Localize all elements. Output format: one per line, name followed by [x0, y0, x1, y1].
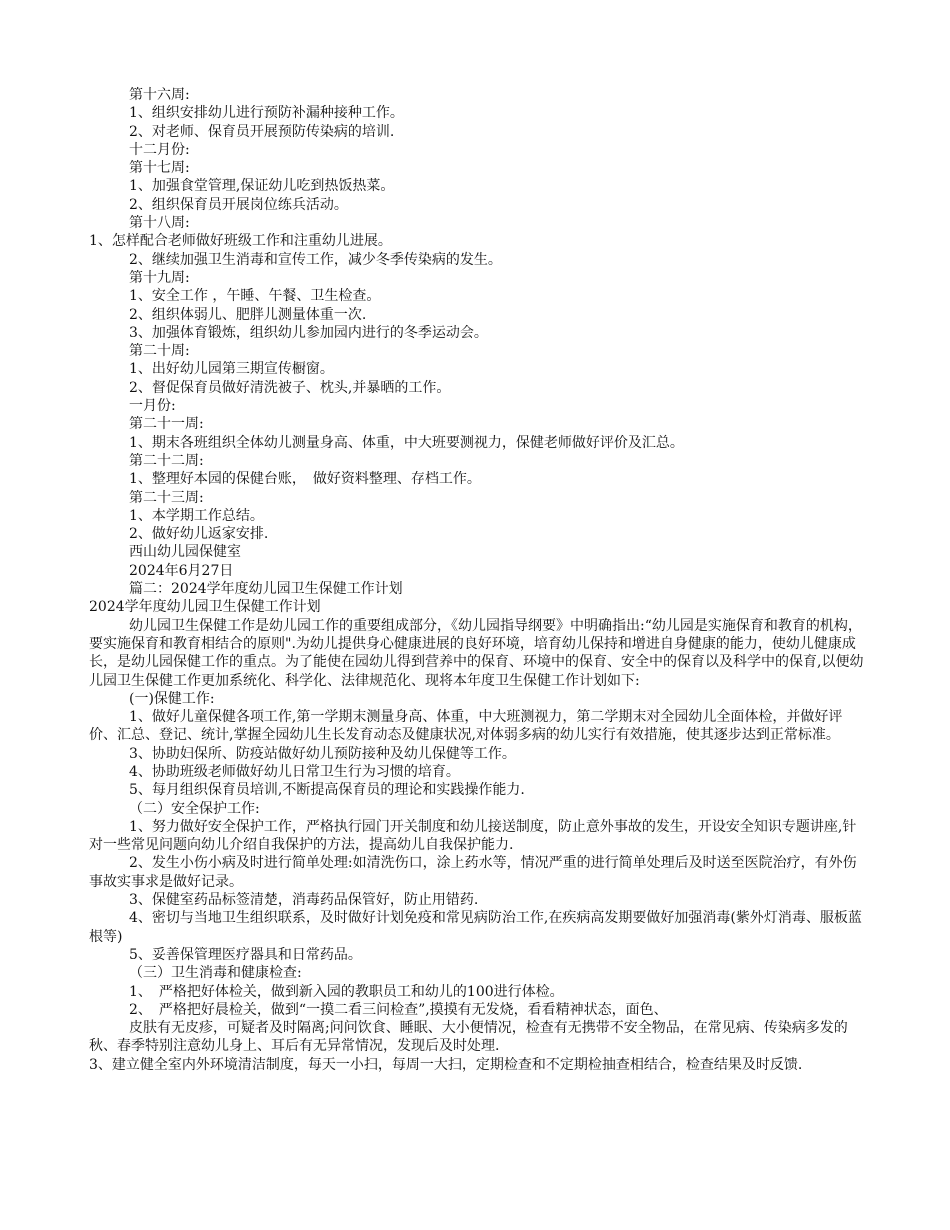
paragraph: 第十九周: [129, 269, 190, 286]
paragraph: 1、怎样配合老师做好班级工作和注重幼儿进展。 [89, 233, 392, 250]
paragraph: 2、继续加强卫生消毒和宣传工作，减少冬季传染病的发生。 [129, 251, 502, 268]
paragraph: 1、组织安排幼儿进行预防补漏种接种工作。 [129, 105, 404, 122]
paragraph: 第十七周: [129, 160, 190, 177]
paragraph: 2、组织保育员开展岗位练兵活动。 [129, 196, 348, 213]
paragraph: 1、本学期工作总结。 [129, 507, 264, 524]
paragraph: 5、每月组织保育员培训,不断提高保育员的理论和实践操作能力. [129, 782, 525, 799]
paragraph: 3、加强体育锻炼，组织幼儿参加园内进行的冬季运动会。 [129, 324, 488, 341]
paragraph: 第十六周: [129, 87, 190, 103]
paragraph: 4、协助班级老师做好幼儿日常卫生行为习惯的培育。 [129, 763, 460, 780]
paragraph: 5、妥善保管理医疗器具和日常药品。 [129, 946, 362, 963]
paragraph: 1、加强食堂管理,保证幼儿吃到热饭热菜。 [129, 178, 395, 195]
paragraph: 3、建立健全室内外环境清洁制度，每天一小扫，每周一大扫，定期检查和不定期检抽查相结合，检查结果及时反馈. [89, 1056, 803, 1073]
paragraph: 1、安全工作 ，午睡、午餐、卫生检查。 [129, 288, 381, 305]
paragraph: 西山幼儿园保健室 [129, 544, 241, 561]
paragraph: 2、督促保育员做好清洗被子、枕头,并暴晒的工作。 [129, 379, 451, 396]
paragraph: 2、组织体弱儿、肥胖儿测量体重一次. [129, 306, 367, 323]
paragraph: 3、保健室药品标签清楚，消毒药品保管好，防止用错药. [129, 892, 479, 909]
paragraph: 1、 严格把好体检关，做到新入园的教职员工和幼儿的100进行体检。 [129, 983, 564, 1000]
paragraph: 1、整理好本园的保健台账， 做好资料整理、存档工作。 [129, 471, 481, 488]
paragraph: 2、发生小伤小病及时进行简单处理:如清洗伤口，涂上药水等，情况严重的进行简单处理后及时送至医院治疗，有外伤事故实事求是做好记录。 [89, 855, 857, 890]
paragraph: 2、做好幼儿返家安排. [129, 526, 269, 543]
paragraph: 第二十二周: [129, 452, 204, 469]
paragraph: 1、出好幼儿园第三期宣传橱窗。 [129, 361, 334, 378]
paragraph: 1、期末各班组织全体幼儿测量身高、体重，中大班要测视力，保健老师做好评价及汇总。 [129, 434, 684, 451]
paragraph: 第二十一周: [129, 416, 204, 433]
paragraph: 1、做好儿童保健各项工作,第一学期末测量身高、体重，中大班测视力，第二学期末对全园幼儿全面体检，并做好评价、汇总、登记、统计,掌握全园幼儿生长发育动态及健康状况,对体弱多病的幼儿实行有效措施，使其逐步达到正常标准。 [89, 709, 843, 744]
paragraph: 皮肤有无皮疹，可疑者及时隔离;问问饮食、睡眠、大小便情况，检查有无携带不安全物品，在常见病、传染病多发的秋、春季特别注意幼儿身上、耳后有无异常情况，发现后及时处理. [89, 1020, 848, 1055]
paragraph: 4、密切与当地卫生组织联系，及时做好计划免疫和常见病防治工作,在疾病高发期要做好加强消毒(紫外灯消毒、服板蓝根等) [89, 910, 862, 945]
paragraph: (一)保健工作: [129, 690, 215, 707]
paragraph: 第十八周: [129, 215, 190, 232]
document-body [89, 86, 869, 1074]
paragraph: 十二月份: [129, 141, 190, 158]
paragraph: 2、对老师、保育员开展预防传染病的培训. [129, 123, 395, 140]
paragraph: 1、努力做好安全保护工作，严格执行园门开关制度和幼儿接送制度，防止意外事故的发生，开设安全知识专题讲座,针对一些常见问题向幼儿介绍自我保护的方法，提高幼儿自我保护能力. [89, 818, 857, 854]
paragraph: 第二十周: [129, 343, 190, 360]
paragraph: 3、协助妇保所、防疫站做好幼儿预防接种及幼儿保健等工作。 [129, 745, 516, 762]
paragraph: 2024年6月27日 [129, 562, 234, 579]
paragraph: 第二十三周: [129, 489, 204, 506]
paragraph: 2、 严格把好晨检关，做到“一摸二看三问检查”,摸摸有无发烧，看看精神状态，面色、 [129, 1001, 668, 1018]
paragraph: 篇二：2024学年度幼儿园卫生保健工作计划 [129, 581, 403, 598]
paragraph: 幼儿园卫生保健工作是幼儿园工作的重要组成部分，《幼儿园指导纲要》中明确指出:“幼儿园是实施保育和教育的机构，要实施保育和教育相结合的原则".为幼儿提供身心健康进展的良好环境，培育幼儿保持和增进自身健康的能力，使幼儿健康成长，是幼儿园保健工作的重点。为了能使在园幼儿得到营养中的保育、环境中的保育、安全中的保育以及科学中的保育,以便幼儿园卫生保健工作更加系统化、科学化、法律规范化、现将本年度卫生保健工作计划如下: [89, 617, 864, 689]
paragraph: 2024学年度幼儿园卫生保健工作计划 [89, 599, 321, 616]
paragraph: （三）卫生消毒和健康检查: [129, 965, 302, 982]
paragraph: （二）安全保护工作: [129, 800, 260, 817]
paragraph: 一月份: [129, 398, 176, 415]
